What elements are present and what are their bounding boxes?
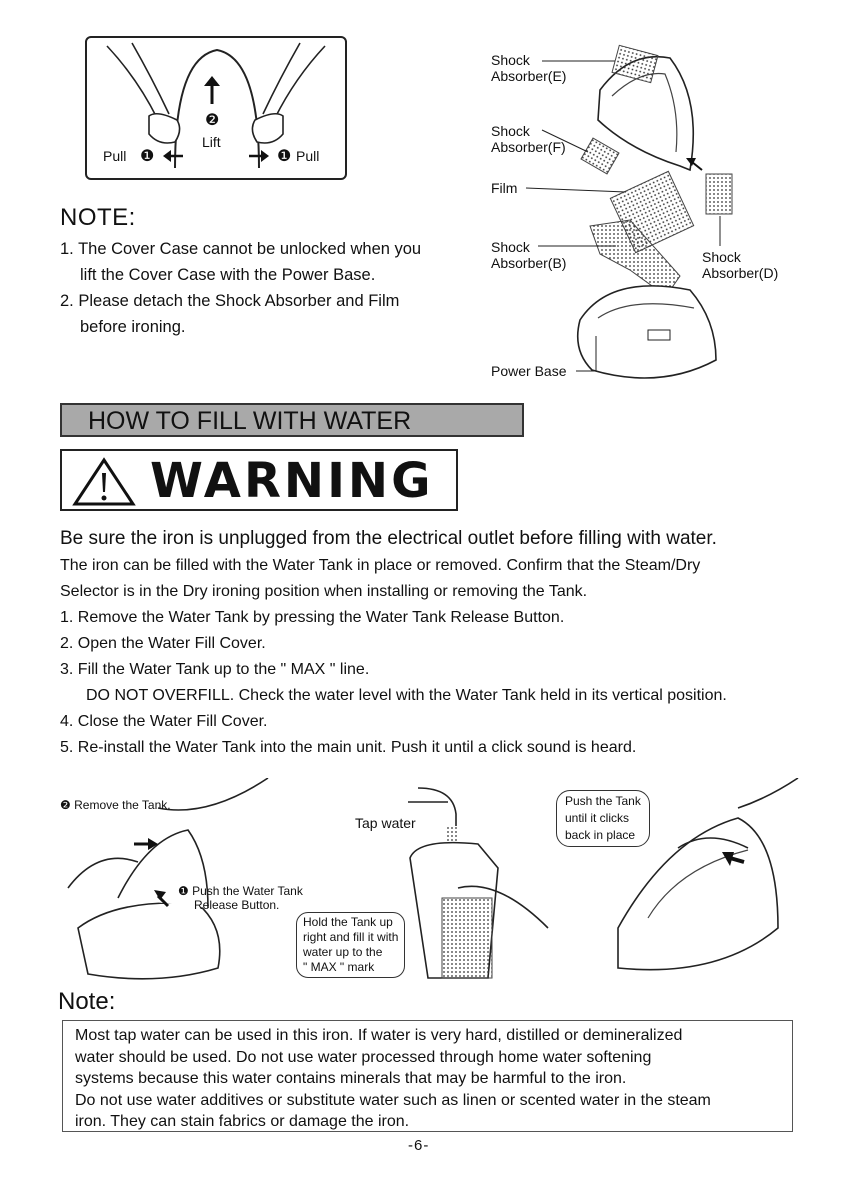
note-line: systems because this water contains minerals that may be harmful to the iron. [75,1070,627,1087]
callout-line: Hold the Tank up [303,915,393,929]
water-note-box [62,1020,793,1132]
power-base-label: Power Base [491,363,567,379]
warning-triangle-icon [72,457,136,507]
label-line: Absorber(E) [491,68,567,84]
step-4: 4. Close the Water Fill Cover. [60,713,268,730]
step-1: 1. Remove the Water Tank by pressing the Water Tank Release Button. [60,609,565,626]
step-3: 3. Fill the Water Tank up to the " MAX " line. [60,661,370,678]
note-item-text: Please detach the Shock Absorber and Film [78,292,400,310]
label-text: Release Button. [194,898,280,912]
section-header [60,403,524,437]
note-line: iron. They can stain fabrics or damage the iron. [75,1113,410,1130]
section-title: HOW TO FILL WITH WATER [88,407,412,435]
label-line: Shock [702,249,741,265]
label-line: Absorber(B) [491,255,567,271]
step1-marker-left: ❶ [140,148,155,165]
note-item-number: 1. [60,240,74,258]
callout-line: right and fill it with [303,930,399,944]
note-item-text-cont: lift the Cover Case with the Power Base. [80,266,376,284]
intro-text: Selector is in the Dry ironing position when installing or removing the Tank. [60,583,588,600]
label-line: Shock [491,52,530,68]
label-line: Absorber(F) [491,139,566,155]
step-2: 2. Open the Water Fill Cover. [60,635,266,652]
lift-label: Lift [202,134,221,150]
pull-left-label: Pull [103,148,127,164]
label-line: Shock [491,239,530,255]
film-label: Film [491,180,518,196]
note-item-1 [60,236,480,288]
pull-right-label: Pull [296,148,320,164]
shock-absorber-f-label [491,123,566,155]
label-line: Absorber(D) [702,265,779,281]
step1-marker: ❶ [178,884,189,898]
note-item-number: 2. [60,292,74,310]
shock-absorber-b-label [491,239,566,271]
callout-line: Push the Tank [565,794,641,808]
note-item-2 [60,288,480,340]
shock-absorber-d-label [702,249,778,281]
label-line: Shock [491,123,530,139]
push-tank-callout [556,790,650,847]
page-number: -6- [408,1137,430,1154]
fill-instructions [60,525,830,761]
note-heading: NOTE: [60,204,136,231]
tap-water-label: Tap water [355,815,416,831]
cover-case-lift-illustration [85,36,347,180]
remove-tank-label [60,798,171,812]
note-item-text: The Cover Case cannot be unlocked when you [78,240,422,258]
step2-marker: ❷ [205,112,220,129]
step-5: 5. Re-install the Water Tank into the main unit. Push it until a click sound is heard. [60,739,637,756]
callout-line: until it clicks [565,811,630,825]
unplug-warning: Be sure the iron is unplugged from the electrical outlet before filling with water. [60,528,717,549]
callout-line: water up to the [303,945,383,959]
parts-exploded-diagram [480,40,810,400]
callout-line: " MAX " mark [303,960,375,974]
filling-steps-illustration [58,778,810,988]
note-line: Most tap water can be used in this iron. If water is very hard, distilled or demineralized [75,1027,683,1044]
bottom-note-heading: Note: [58,988,116,1015]
callout-line: back in place [565,828,636,842]
intro-text: The iron can be filled with the Water Tank in place or removed. Confirm that the Steam/Dry [60,557,701,574]
warning-box [60,449,458,511]
warning-label: WARNING [150,453,434,509]
note-line: Do not use water additives or substitute water such as linen or scented water in the steam [75,1091,711,1109]
overfill-warning: DO NOT OVERFILL. Check the water level with the Water Tank held in its vertical position. [86,687,727,704]
step2-marker: ❷ [60,798,71,812]
label-text: Push the Water Tank [192,884,303,898]
shock-absorber-e-label [491,52,566,84]
note-list [60,236,480,340]
note-item-text-cont: before ironing. [80,318,186,336]
step1-marker-right: ❶ [277,148,292,165]
note-line: water should be used. Do not use water processed through home water softening [75,1048,652,1066]
label-text: Remove the Tank. [74,798,171,812]
hold-tank-callout [296,912,405,978]
release-button-label [178,884,303,912]
